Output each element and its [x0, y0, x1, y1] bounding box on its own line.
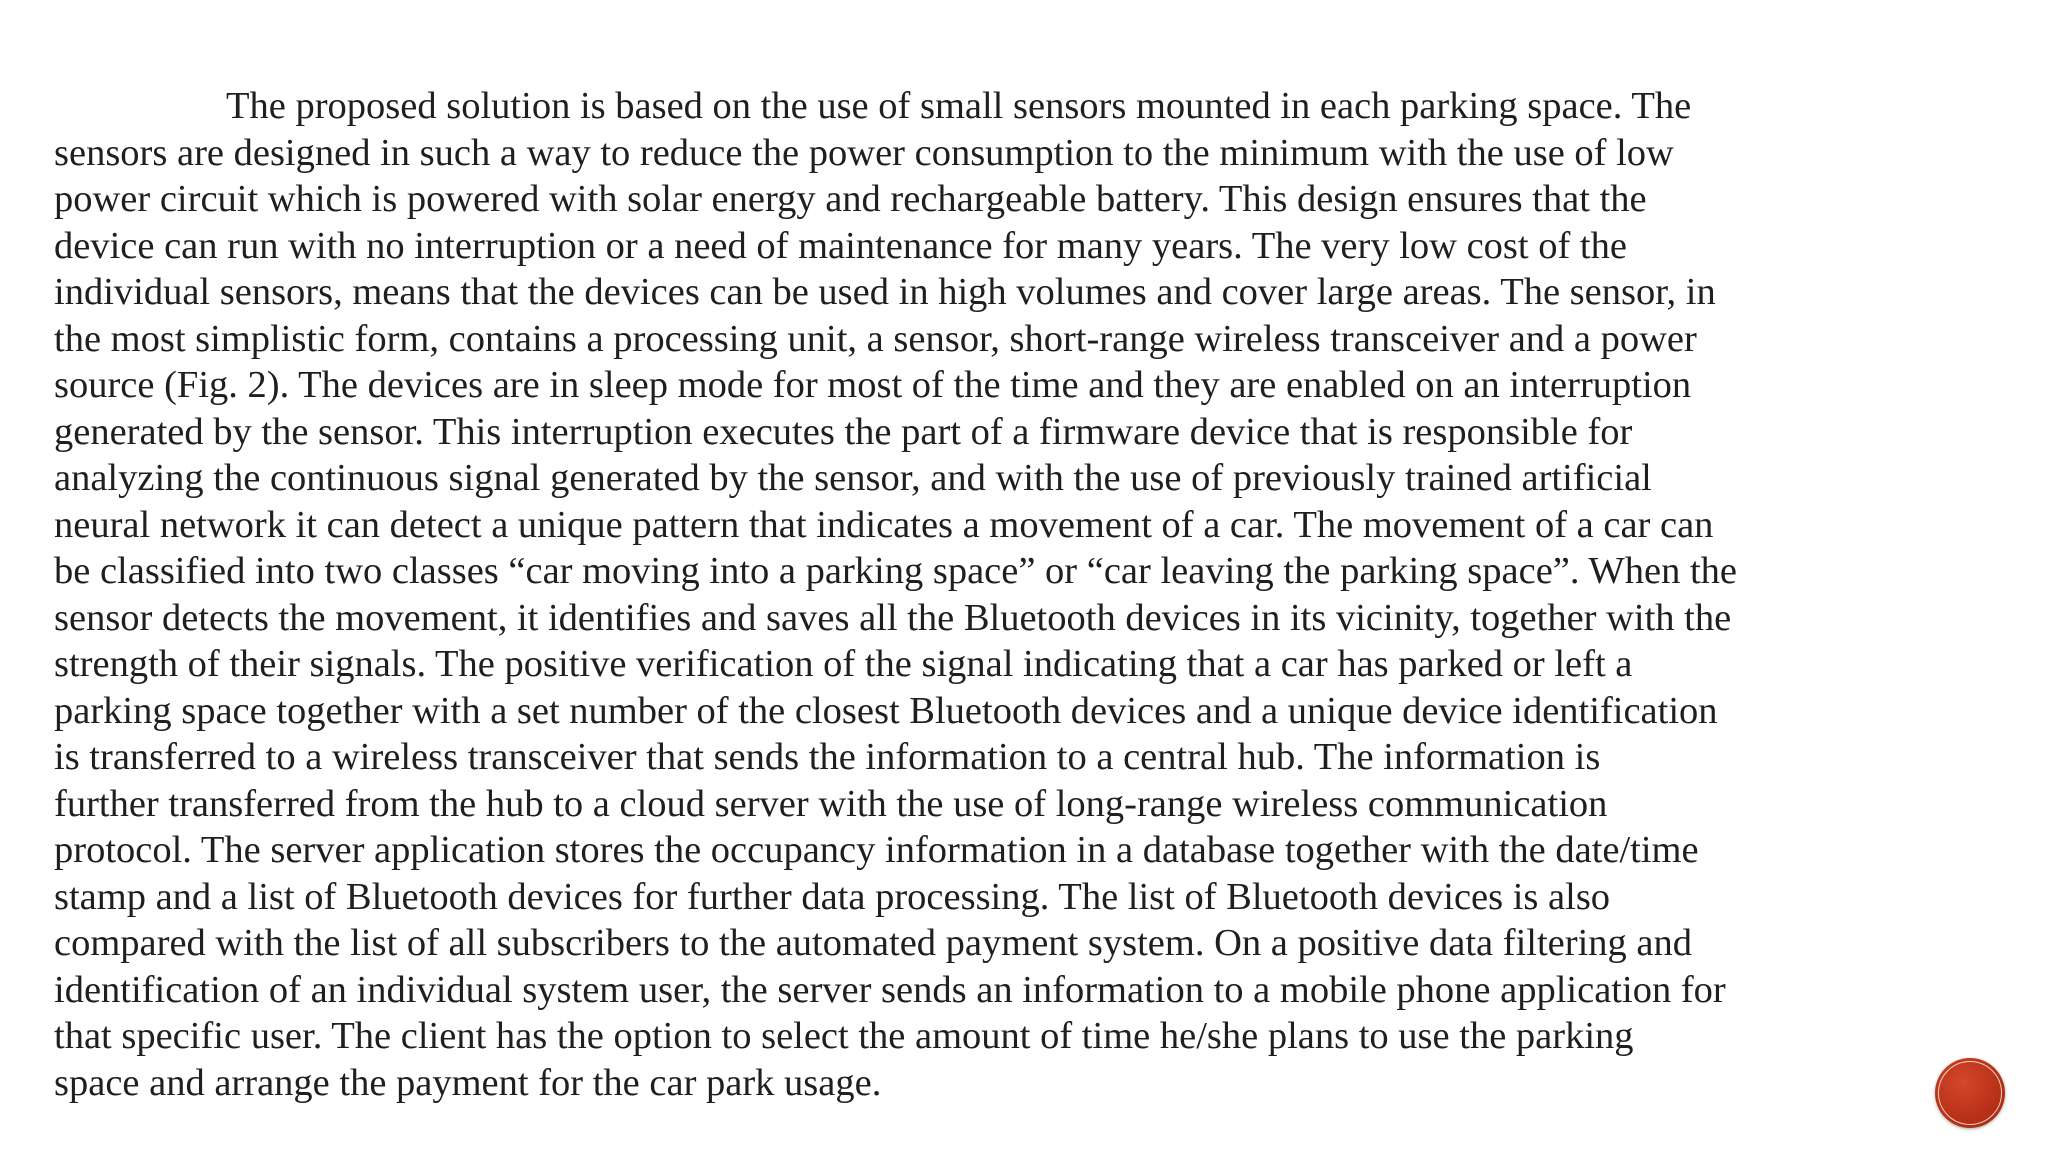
red-circle-icon — [1935, 1058, 2005, 1128]
body-paragraph: The proposed solution is based on the use of small sensors mounted in each parking space. The sensors are designed in such a way to reduce the power consumption to the minimum with the use of low power circuit which is powered with solar energy and rechargeable battery. This design ensures that the device can run with no interruption or a need of maintenance for many years. The very low cost of the individual sensors, means that the devices can be used in high volumes and cover large areas. The sensor, in the most simplistic form, contains a processing unit, a sensor, short-range wireless transceiver and a power source (Fig. 2). The devices are in sleep mode for most of the time and they are enabled on an interruption generated by the sensor. This interruption executes the part of a firmware device that is responsible for analyzing the continuous signal generated by the sensor, and with the use of previously trained artificial neural network it can detect a unique pattern that indicates a movement of a car. The movement of a car can be classified into two classes “car moving into a parking space” or “car leaving the parking space”. When the sensor detects the movement, it identifies and saves all the Bluetooth devices in its vicinity, together with the strength of their signals. The positive verification of the signal indicating that a car has parked or left a parking space together with a set number of the closest Bluetooth devices and a unique device identification is transferred to a wireless transceiver that sends the information to a central hub. The information is further transferred from the hub to a cloud server with the use of long-range wireless communication protocol. The server application stores the occupancy information in a database together with the date/time stamp and a list of Bluetooth devices for further data processing. The list of Bluetooth devices is also compared with the list of all subscribers to the automated payment system. On a positive data filtering and identification of an individual system user, the server sends an information to a mobile phone application for that specific user. The client has the option to select the amount of time he/she plans to use the parking space and arrange the payment for the car park usage. — [54, 85, 1738, 1104]
